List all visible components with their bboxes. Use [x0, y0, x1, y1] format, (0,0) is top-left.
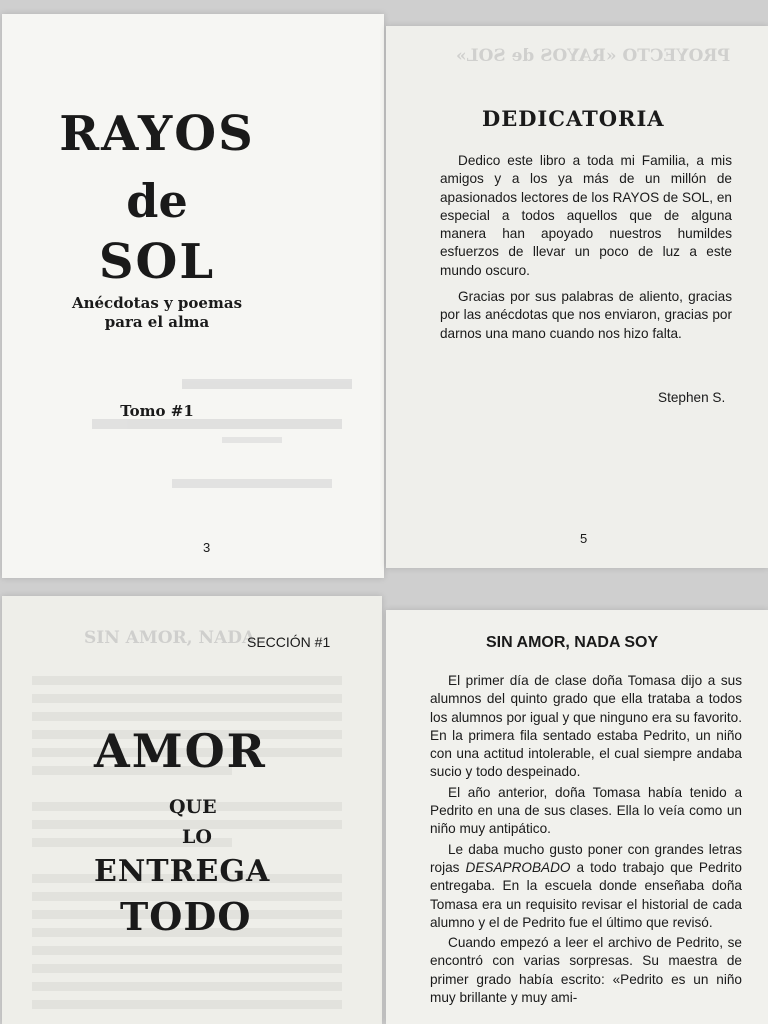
- story-paragraph-1: El primer día de clase doña Tomasa dijo a sus alumnos del quinto grado que ella trataba a todos los alumnos por igual y que ninguno era su favorito. En la primera fila sentado estaba Pedrito, un niño con una actitud intolerable, el cual siempre andaba sucio y todo despeinado.: [430, 673, 742, 780]
- bleed-through-header: PROYECTO «RAYOS de SOL»: [456, 46, 731, 66]
- book-title-sol: SOL: [98, 234, 216, 290]
- section-title-amor: AMOR: [94, 724, 267, 778]
- page-number: 3: [203, 540, 211, 555]
- section-title-todo: TODO: [120, 894, 252, 939]
- story-paragraph-4: Cuando empezó a leer el archivo de Pedrito, se encontró con varias sorpresas. Su maestra de primer grado había escrito: «Pedrito es un niño muy brillante y muy ami-: [430, 935, 742, 1006]
- section-title-que: QUE: [169, 796, 217, 818]
- dedication-heading: DEDICATORIA: [482, 106, 665, 131]
- bleed-through-header: SIN AMOR, NADA: [84, 628, 256, 648]
- dedication-paragraph-2: Gracias por sus palabras de aliento, gracias por las anécdotas que nos enviaron, gracias por darnos una mano cuando nos hizo falta.: [440, 289, 732, 341]
- dedication-signature: Stephen S.: [658, 390, 726, 405]
- story-emphasis-desaprobado: DESAPROBADO: [465, 859, 571, 875]
- book-subtitle-line1: Anécdotas y poemas: [71, 294, 243, 312]
- story-text: [430, 672, 742, 1007]
- story-heading: SIN AMOR, NADA SOY: [486, 634, 659, 651]
- story-paragraph-3-end: a todo trabajo que Pedrito entregaba. En la escuela donde enseñaba doña Tomasa era un requisito revisar el historial de cada alumno y el de Pedrito fue el último que revisó.: [430, 859, 742, 930]
- book-title-rayos: RAYOS: [59, 106, 255, 162]
- story-paragraph-3-start: Le daba mucho gusto poner con grandes letras rojas: [430, 841, 742, 875]
- story-page: [386, 610, 768, 1024]
- section-page: [2, 596, 382, 1024]
- story-paragraph-3: [430, 841, 742, 932]
- story-paragraph-2: El año anterior, doña Tomasa había tenido a Pedrito en una de sus clases. Ella lo veía como un niño muy antipático.: [430, 784, 742, 837]
- page-number: 5: [580, 531, 588, 546]
- dedication-text: [440, 152, 732, 351]
- book-subtitle-line2: para el alma: [104, 313, 210, 331]
- section-title-entrega: ENTREGA: [94, 854, 271, 889]
- title-page: [2, 14, 384, 578]
- book-title-de: de: [126, 174, 188, 228]
- section-label: SECCIÓN #1: [247, 634, 331, 650]
- bleed-through-text: [22, 379, 362, 509]
- volume-label: Tomo #1: [120, 402, 194, 420]
- section-title-lo: LO: [182, 826, 212, 848]
- dedication-page: [386, 26, 768, 568]
- dedication-paragraph-1: Dedico este libro a toda mi Familia, a mis amigos y a los ya más de un millón de apasionados lectores de los RAYOS de SOL, en especial a todos aquellos que de alguna manera han apoyado nuestros humildes esfuerzos de llevar un poco de luz a este mundo oscuro.: [440, 153, 732, 278]
